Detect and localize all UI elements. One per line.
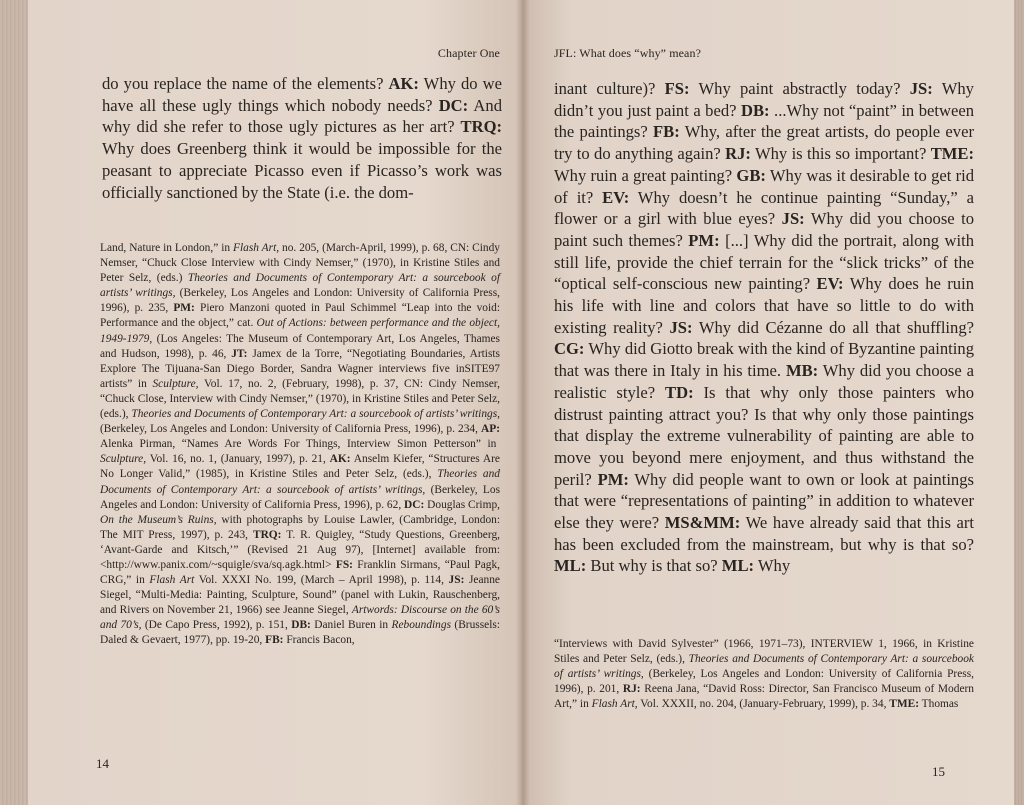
text-run: Why does he ruin his life with line and colors that have so little to do with existing reality?: [554, 274, 975, 337]
text-run: Why did you choose a realistic style?: [554, 361, 974, 402]
running-head-left: Chapter One: [437, 46, 500, 60]
text-run: with photographs by Louise Lawler, (Cambridge, London: The MIT Press, 1997), p. 243,: [100, 513, 501, 541]
italic-title: Reboundings: [391, 619, 452, 632]
italic-title: Artwords: Discourse on the 60’s and 70’s,: [100, 604, 500, 632]
speaker-initials: TME:: [930, 144, 975, 164]
text-run: Piero Manzoni quoted in Paul Schimmel “Leap into the void: Performance and the object,” cat.: [100, 302, 501, 330]
text-run: (Berkeley, Los Angeles and London: University of California Press, 1996), p. 201,: [554, 668, 974, 696]
italic-title: Theories and Documents of Contemporary Art: a sourcebook of artists’ writings,: [100, 272, 500, 300]
speaker-initials: EV:: [602, 187, 630, 207]
page-number-left: 14: [96, 756, 109, 771]
text-run: (Berkeley, Los Angeles and London: University of California Press, 1996), p. 62,: [100, 483, 501, 511]
text-run: Why is this so important?: [750, 144, 931, 164]
speaker-initials: DC:: [438, 95, 469, 115]
page-edges-left: [0, 0, 28, 805]
text-run: Vol. 16, no. 1, (January, 1997), p. 21,: [146, 453, 330, 466]
speaker-initials: CG:: [554, 339, 585, 359]
italic-title: Theories and Documents of Contemporary Art: a sourcebook of artists’ writings,: [131, 408, 500, 421]
text-run: Thomas: [919, 698, 959, 711]
speaker-initials: TD:: [665, 382, 694, 402]
text-run: Why did you choose to paint such themes?: [554, 209, 975, 250]
speaker-initials: PM:: [688, 230, 720, 250]
text-run: Douglas Crimp,: [424, 498, 500, 511]
footnotes-left: [100, 241, 500, 649]
text-run: Vol. XXXI No. 199, (March – April 1998), p. 114,: [194, 574, 449, 587]
text-run: (Los Angeles: The Museum of Contemporary Art, Los Angeles, Thames and Hudson, 1998), p. 46,: [100, 332, 500, 360]
italic-title: Flash Art: [149, 574, 195, 587]
text-run: Why did Giotto break with the kind of Byzantine painting that was there in Italy in his time.: [554, 339, 974, 381]
speaker-initials: AK:: [388, 74, 419, 93]
italic-title: On the Museum’s Ruins,: [100, 513, 217, 526]
text-run: Reena Jana, “David Ross: Director, San Francisco Museum of Modern Art,” in: [554, 683, 974, 711]
text-run: ...Why not “paint” in between the paintings?: [554, 100, 974, 142]
speaker-initials: TME:: [889, 698, 920, 711]
text-run: Land, Nature in London,” in: [100, 242, 233, 254]
text-run: Why: [754, 556, 791, 576]
speaker-initials: PM:: [173, 302, 195, 315]
text-run: Why didn’t you just paint a bed?: [554, 79, 974, 120]
italic-title: Theories and Documents of Contemporary Art: a sourcebook of artists’ writings,: [554, 653, 974, 681]
text-run: inant culture)?: [554, 79, 665, 98]
italic-title: Theories and Documents of Contemporary Art: a sourcebook of artists’ writings,: [100, 468, 500, 496]
footnotes-right: [554, 637, 974, 712]
speaker-initials: JT:: [231, 347, 248, 360]
text-run: Why did people want to own or look at paintings that were “representations of painting” in addition to whatever else they were?: [554, 469, 974, 533]
text-run: Francis Bacon,: [283, 634, 355, 647]
speaker-initials: RJ:: [725, 144, 751, 164]
speaker-initials: MS&MM:: [664, 513, 741, 533]
page-edges-right: [1014, 0, 1024, 805]
italic-title: Sculpture,: [152, 377, 199, 390]
text-run: Why did Cézanne do all that shuffling?: [692, 317, 974, 337]
speaker-initials: DB:: [291, 619, 311, 632]
speaker-initials: FS:: [335, 558, 353, 571]
text-run: T. R. Quigley, “Study Questions, Greenberg, ‘Avant-Garde and Kitsch,’” (Revised 21 Aug 97), [Internet] available from: <http://www.panix.com/~squigle/sva/sq.agk.html>: [100, 528, 500, 571]
body-text-right: [554, 78, 974, 577]
text-run: no. 205, (March-April, 1999), p. 68, CN: Cindy Nemser, “Chuck Close Interview with Cindy Nemser,” (1970), in Kristine Stiles and Peter Selz, (eds.): [100, 242, 501, 285]
text-run: (Berkeley, Los Angeles and London: University of California Press, 1996), p. 235,: [100, 287, 501, 315]
text-run: Why doesn’t he continue painting “Sunday,” a flower or a girl with blue eyes?: [554, 187, 974, 229]
italic-title: Flash Art,: [233, 242, 280, 254]
text-run: Why does Greenberg think it would be impossible for the peasant to appreciate Picasso even if Picasso’s work was officially sanctioned by the State (i.e. the dom-: [102, 139, 502, 202]
text-run: Alenka Pirman, “Names Are Words For Things, Interview Simon Petterson” in: [100, 438, 497, 451]
speaker-initials: DC:: [404, 498, 425, 511]
speaker-initials: ML:: [721, 556, 755, 576]
text-run: (De Capo Press, 1992), p. 151,: [141, 619, 292, 632]
text-run: And why did she refer to those ugly pictures as her art?: [102, 95, 502, 137]
running-head-right: JFL: What does “why” mean?: [554, 46, 702, 60]
text-run: [...] Why did the portrait, along with still life, provide the chief terrain for the “slick tricks” of the “optical self-conscious new painting?: [554, 230, 974, 294]
speaker-initials: MB:: [785, 361, 819, 381]
speaker-initials: ML:: [554, 556, 587, 576]
italic-title: Flash Art,: [591, 698, 638, 711]
text-run: Why paint abstractly today?: [689, 79, 910, 98]
right-page: [522, 0, 1014, 805]
speaker-initials: EV:: [816, 274, 844, 294]
text-run: Anselm Kiefer, “Structures Are No Longer Valid,” (1985), in Kristine Stiles and Peter Selz, (eds.),: [100, 453, 500, 481]
text-run: Daniel Buren in: [310, 619, 392, 632]
text-run: do you replace the name of the elements?: [102, 74, 389, 93]
speaker-initials: RJ:: [622, 683, 641, 696]
speaker-initials: FB:: [653, 122, 680, 142]
left-page: [28, 0, 522, 805]
italic-title: Sculpture,: [100, 453, 147, 466]
text-run: (Berkeley, Los Angeles and London: University of California Press, 1996), p. 234,: [100, 423, 482, 436]
speaker-initials: TRQ:: [460, 117, 502, 137]
text-run: Jeanne Siegel, “Multi-Media: Painting, Sculpture, Sound” (panel with Lukin, Rauschenberg, and Rivers on November 21, 1966) see Jeanne Siegel,: [100, 574, 500, 617]
page-number-right: 15: [932, 764, 945, 779]
speaker-initials: FB:: [265, 634, 284, 647]
text-run: Is that why only those painters who distrust painting attract you? Is that why only those paintings that display the extreme vulnerability of painting are able to move you beyond mere enjoyment, and thus withstand the peril?: [554, 382, 974, 489]
text-run: Franklin Sirmans, “Paul Pagk, CRG,” in: [100, 558, 501, 587]
text-run: Why ruin a great painting?: [554, 165, 737, 185]
speaker-initials: JS:: [448, 574, 465, 587]
speaker-initials: GB:: [736, 165, 766, 185]
text-run: Vol. XXXII, no. 204, (January-February, 1999), p. 34,: [637, 698, 890, 711]
text-run: (Brussels: Daled & Gevaert, 1977), pp. 19-20,: [100, 619, 500, 647]
speaker-initials: AP:: [481, 423, 500, 436]
text-run: We have already said that this art has been excluded from the mainstream, but why is that so?: [554, 513, 974, 554]
book-gutter: [516, 0, 530, 805]
speaker-initials: FS:: [664, 79, 690, 98]
text-run: Why was it desirable to get rid of it?: [554, 165, 974, 207]
text-run: Why, after the great artists, do people ever try to do anything again?: [554, 122, 974, 164]
text-run: “Interviews with David Sylvester” (1966, 1971–73), INTERVIEW 1, 1966, in Kristine Stiles and Peter Selz, (eds.),: [554, 638, 974, 666]
italic-title: Out of Actions: between performance and the object, 1949-1979,: [100, 317, 500, 345]
speaker-initials: JS:: [669, 317, 693, 337]
speaker-initials: TRQ:: [252, 528, 282, 541]
speaker-initials: PM:: [597, 469, 629, 489]
speaker-initials: AK:: [329, 453, 351, 466]
body-text-left: [102, 73, 502, 203]
text-run: Jamex de la Torre, “Negotiating Boundaries, Artists Explore The Tijuana-San Diego Border, Sandra Wagner interviews five inSITE97 artists” in: [100, 347, 500, 390]
speaker-initials: JS:: [909, 79, 933, 98]
text-run: Vol. 17, no. 2, (February, 1998), p. 37, CN: Cindy Nemser, “Chuck Close, Interview with Cindy Nemser,” (1970), in Kristine Stiles and Peter Selz, (eds.),: [100, 377, 500, 421]
text-run: But why is that so?: [586, 556, 722, 576]
text-run: Why do we have all these ugly things which nobody needs?: [102, 74, 502, 115]
speaker-initials: JS:: [781, 209, 805, 229]
speaker-initials: DB:: [740, 100, 770, 120]
